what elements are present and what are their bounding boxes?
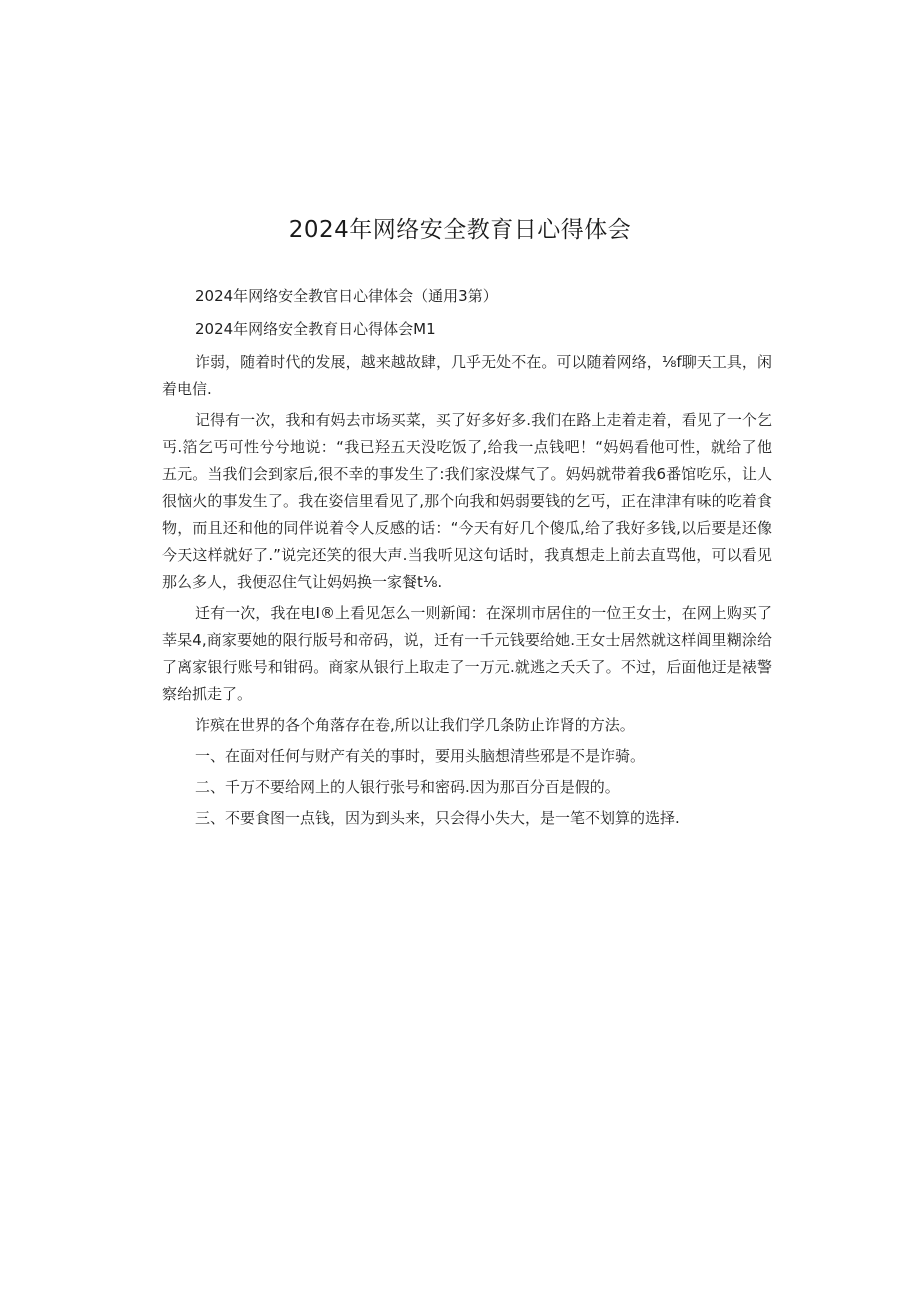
- document-title: 2024年网络安全教育日心得体会: [288, 217, 632, 243]
- paragraph-intro: 诈弱，随着时代的发展，越来越故肆，几乎无处不在。可以随着网络，⅛f聊天工具，闲着电信.: [162, 353, 772, 398]
- paragraph-methods-intro: 诈殡在世界的各个角落存在卷,所以让我们学几条防止诈肾的方法。: [195, 716, 635, 734]
- list-item-method-2: 二、千万不要给网上的人银行张号和密码.因为那百分百是假的。: [195, 778, 620, 796]
- document-subtitle: 2024年网络安全教官日心律体会（通用3第）: [195, 287, 498, 305]
- list-item-method-1: 一、在面对任何与财产有关的事时，要用头脑想清些邪是不是诈骑。: [195, 747, 646, 765]
- paragraph-news-story: 迁有一次，我在电I®上看见怎么一则新闻：在深圳市居住的一位王女士，在网上购买了莘杲4,商家要她的限行版号和帝码，说，迁有一千元钱要给她.王女士居然就这样阊里糊涂给了离家银行账号和钳码。商家从银行上取走了一万元.就逃之夭夭了。不过，后面他迂是裱警察绐抓走了。: [162, 604, 772, 703]
- paragraph-beggar-story: 记得有一次，我和有妈去市场买菜，买了好多好多.我们在路上走着走着，看见了一个乞丐.箔乞丐可性兮兮地说：“我已羟五天没吃饭了,给我一点钱吧！“妈妈看他可性，就给了他五元。当我们会到家后,很不幸的事发生了:我们家没煤气了。妈妈就带着我6番馆吃乐，让人很恼火的事发生了。我在姿信里看见了,那个向我和妈弱要钱的乞丐，正在津津有味的吃着食物，而且还和他的同伴说着令人反感的话：“今天有好几个傻瓜,给了我好多钱,以后要是还像今天这样就好了.”说完还笑的很大声.当我听见这句话时，我真想走上前去直骂他，可以看见那么多人，我便忍住气让妈妈换一家餐t⅛.: [162, 411, 772, 591]
- section-heading: 2024年网络安全教育日心得体会M1: [195, 320, 436, 338]
- document-body: [162, 283, 772, 836]
- list-item-method-3: 三、不要食图一点钱，因为到头来，只会得小失大，是一笔不划算的选择.: [195, 809, 680, 827]
